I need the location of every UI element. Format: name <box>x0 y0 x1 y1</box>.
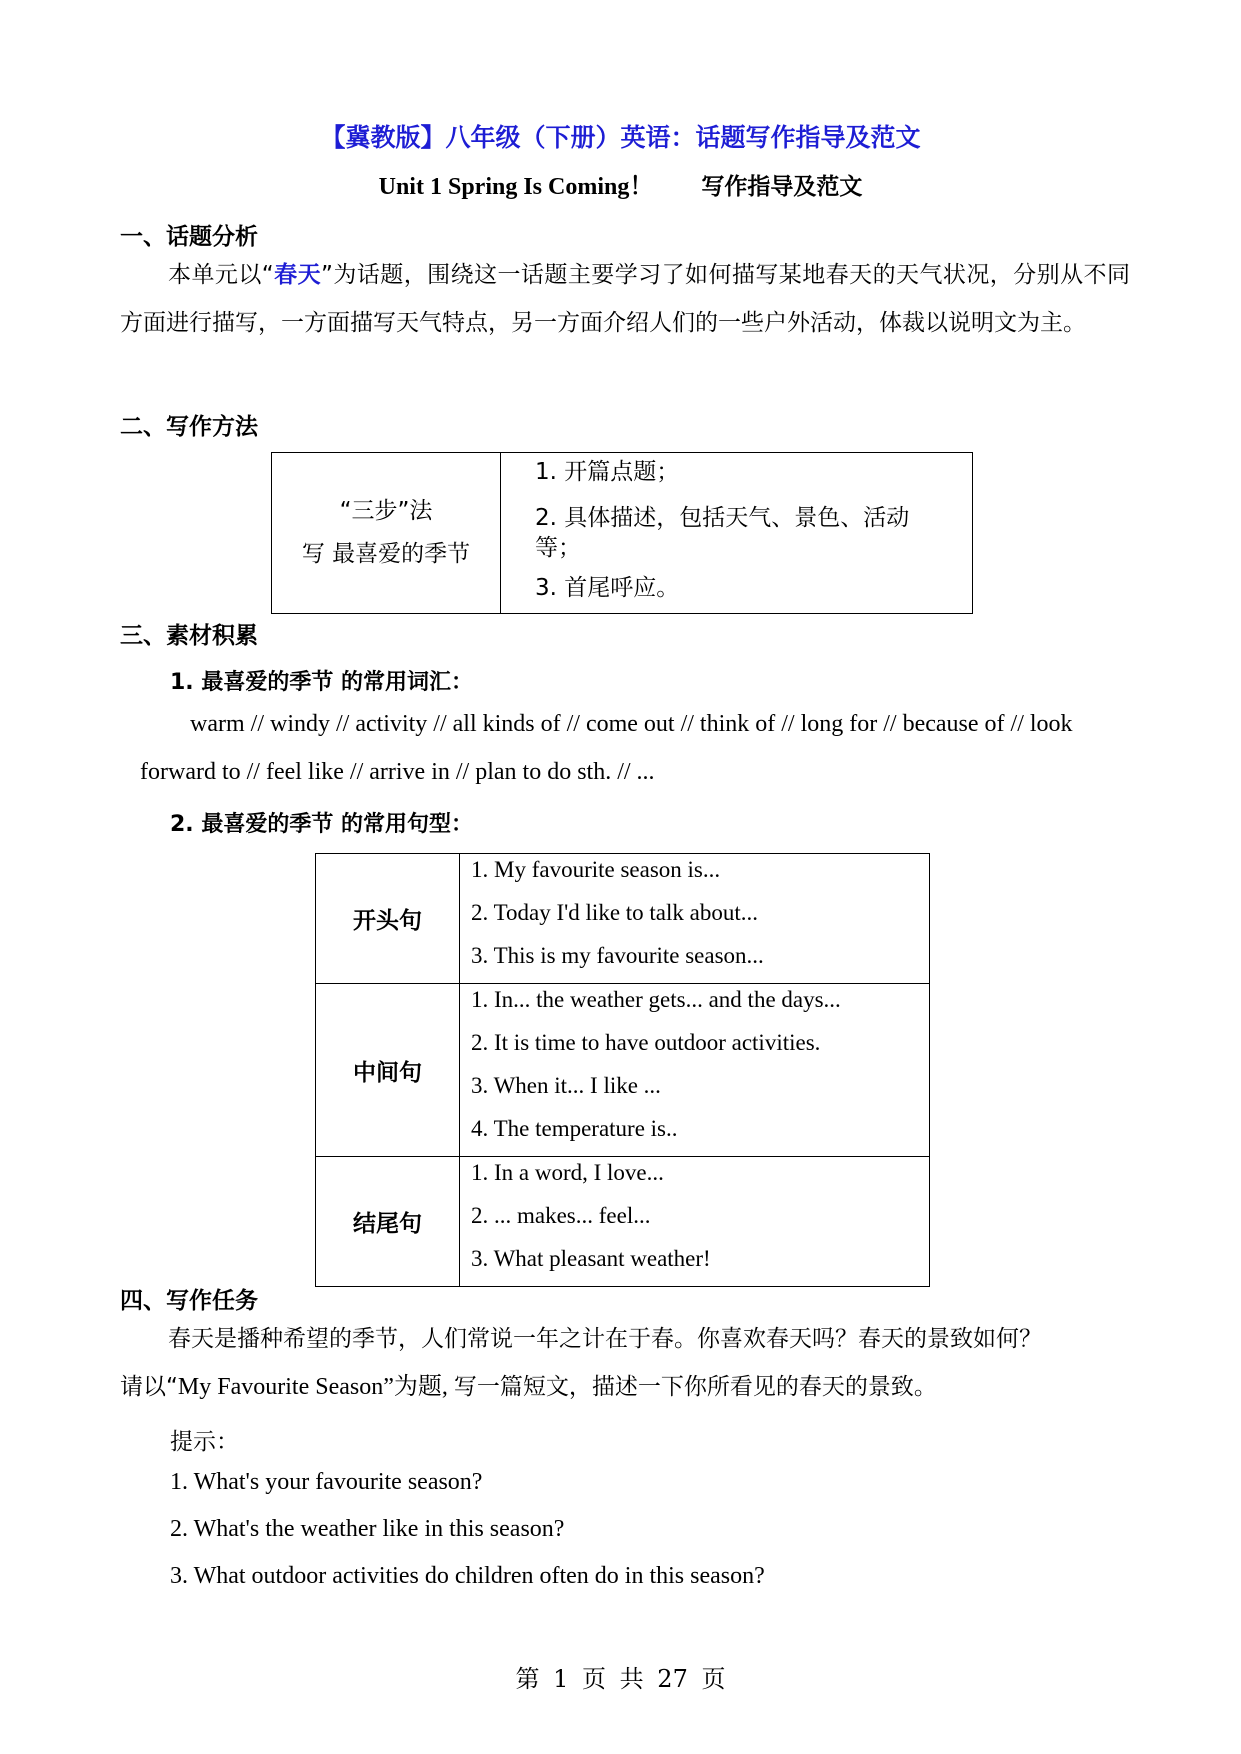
table-row <box>316 984 930 1157</box>
list-item: 2. It is time to have outdoor activities. <box>471 1030 821 1055</box>
section1-paragraph <box>120 251 1130 347</box>
document-subtitle <box>0 166 1241 201</box>
document-title: 【冀教版】八年级（下册）英语：话题写作指导及范文 <box>320 123 921 152</box>
section4-heading: 四、写作任务 <box>120 1288 258 1314</box>
section1-para-highlight: 春天 <box>273 262 322 288</box>
vocab-heading: 1. 最喜爱的季节 的常用词汇： <box>170 670 473 695</box>
hint-question-2: 2. What's the weather like in this season? <box>170 1516 565 1542</box>
method-table-left-cell <box>272 453 501 613</box>
list-item: 1. In a word, I love... <box>471 1160 664 1185</box>
list-item: 1. My favourite season is... <box>471 857 721 882</box>
method-table-right-cell <box>501 453 972 613</box>
section1-para-after: ”为话题，围绕这一话题主要学习了如何描写某地春天的天气状况，分别从不同方面进行描写，一方面描写天气特点，另一方面介绍人们的一些户外活动，体裁以说明文为主。 <box>120 262 1131 336</box>
method-step-2-cont: 等； <box>535 535 581 561</box>
table-row <box>316 1157 930 1287</box>
list-item: 3. What pleasant weather! <box>471 1246 711 1271</box>
row-items-middle <box>460 984 930 1157</box>
subtitle-zh: 写作指导及范文 <box>701 174 863 200</box>
section3-heading: 三、素材积累 <box>120 623 258 649</box>
task-line-2-b: 写一篇短文，描述一下你所看见的春天的景致。 <box>453 1374 937 1400</box>
method-table-left-line1: “三步”法 <box>339 498 433 524</box>
hint-question-3: 3. What outdoor activities do children often do in this season? <box>170 1563 765 1589</box>
page-footer: 第 1 页 共 27 页 <box>515 1665 726 1693</box>
list-item: 2. ... makes... feel... <box>471 1203 651 1228</box>
section2-heading: 二、写作方法 <box>120 414 258 440</box>
list-item: 1. In... the weather gets... and the days... <box>471 987 841 1012</box>
list-item: 2. Today I'd like to talk about... <box>471 900 759 925</box>
task-line-2-a: 请以“ <box>120 1374 178 1400</box>
task-line-1: 春天是播种希望的季节，人们常说一年之计在于春。你喜欢春天吗？春天的景致如何？ <box>168 1326 1042 1352</box>
table-row <box>316 854 930 984</box>
row-items-opening <box>460 854 930 984</box>
row-items-closing <box>460 1157 930 1287</box>
method-step-1: 1. 开篇点题； <box>535 459 680 485</box>
subtitle-unit: Unit 1 Spring Is Coming！ <box>378 174 654 200</box>
section1-heading: 一、话题分析 <box>120 224 258 250</box>
method-step-2: 2. 具体描述，包括天气、景色、活动 <box>535 505 910 531</box>
method-step-3: 3. 首尾呼应。 <box>535 575 680 601</box>
sentence-heading: 2. 最喜爱的季节 的常用句型： <box>170 812 473 837</box>
section1-para-before: 本单元以“ <box>168 262 274 288</box>
hint-question-1: 1. What's your favourite season? <box>170 1469 483 1495</box>
sentence-pattern-table <box>315 853 930 1287</box>
list-item: 4. The temperature is.. <box>471 1116 678 1141</box>
method-table <box>271 452 973 614</box>
hint-label: 提示： <box>170 1429 239 1455</box>
row-label-middle: 中间句 <box>316 984 460 1157</box>
row-label-closing: 结尾句 <box>316 1157 460 1287</box>
vocab-line-2: forward to // feel like // arrive in // plan to do sth. // ... <box>140 759 655 785</box>
task-line-2 <box>120 1363 1130 1411</box>
row-label-opening: 开头句 <box>316 854 460 984</box>
task-line-2-en: My Favourite Season”为题, <box>177 1374 454 1400</box>
list-item: 3. This is my favourite season... <box>471 943 764 968</box>
list-item: 3. When it... I like ... <box>471 1073 661 1098</box>
vocab-line-1: warm // windy // activity // all kinds of // come out // think of // long for // because of // look <box>190 711 1073 737</box>
method-table-left-line2: 写 最喜爱的季节 <box>301 541 471 567</box>
